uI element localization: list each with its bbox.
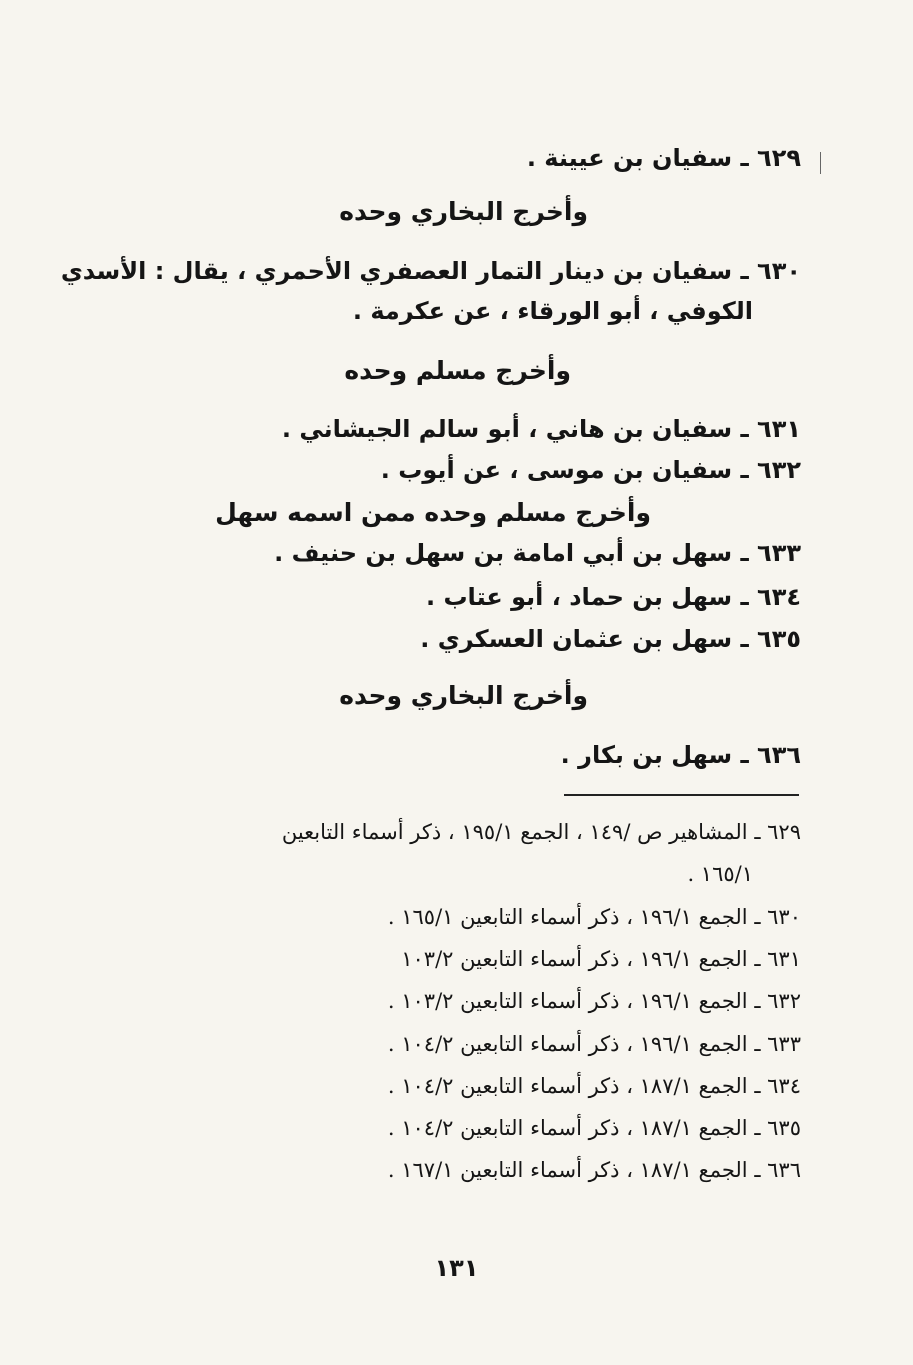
entry-635: ٦٣٥ ـ سهل بن عثمان العسكري . <box>420 625 801 653</box>
footnote-631: ٦٣١ ـ الجمع ١٩٦/١ ، ذكر أسماء التابعين ١٠٣/٢ <box>401 947 801 971</box>
footnote-630: ٦٣٠ ـ الجمع ١٩٦/١ ، ذكر أسماء التابعين ١٦٥/١ . <box>387 905 801 929</box>
footnote-separator <box>564 794 799 796</box>
entry-631: ٦٣١ ـ سفيان بن هاني ، أبو سالم الجيشاني . <box>281 415 801 443</box>
footnote-632: ٦٣٢ ـ الجمع ١٩٦/١ ، ذكر أسماء التابعين ١٠٣/٢ . <box>387 989 801 1013</box>
footnote-629-line1: ٦٢٩ ـ المشاهير ص /١٤٩ ، الجمع ١٩٥/١ ، ذكر أسماء التابعين <box>281 820 801 844</box>
margin-mark <box>820 152 821 174</box>
footnote-634: ٦٣٤ ـ الجمع ١٨٧/١ ، ذكر أسماء التابعين ١٠٤/٢ . <box>387 1074 801 1098</box>
section-heading-bukhari: وأخرج البخاري وحده <box>339 197 588 226</box>
entry-636: ٦٣٦ ـ سهل بن بكار . <box>560 741 801 769</box>
entry-630-line2: الكوفي ، أبو الورقاء ، عن عكرمة . <box>352 297 753 325</box>
section-heading-muslim: وأخرج مسلم وحده <box>344 356 571 385</box>
footnote-636: ٦٣٦ ـ الجمع ١٨٧/١ ، ذكر أسماء التابعين ١٦٧/١ . <box>387 1158 801 1182</box>
entry-630-line1: ٦٣٠ ـ سفيان بن دينار التمار العصفري الأحمري ، يقال : الأسدي <box>60 257 801 285</box>
entry-629: ٦٢٩ ـ سفيان بن عيينة . <box>526 144 801 172</box>
section-heading-muslim-sahl: وأخرج مسلم وحده ممن اسمه سهل <box>215 498 651 527</box>
footnote-635: ٦٣٥ ـ الجمع ١٨٧/١ ، ذكر أسماء التابعين ١٠٤/٢ . <box>387 1116 801 1140</box>
footnote-633: ٦٣٣ ـ الجمع ١٩٦/١ ، ذكر أسماء التابعين ١٠٤/٢ . <box>387 1032 801 1056</box>
entry-634: ٦٣٤ ـ سهل بن حماد ، أبو عتاب . <box>425 583 801 611</box>
section-heading-bukhari-2: وأخرج البخاري وحده <box>339 681 588 710</box>
entry-632: ٦٣٢ ـ سفيان بن موسى ، عن أيوب . <box>380 456 801 484</box>
footnote-629-line2: ١٦٥/١ . <box>687 862 753 886</box>
entry-633: ٦٣٣ ـ سهل بن أبي امامة بن سهل بن حنيف . <box>274 539 801 567</box>
page-number: ١٣١ <box>434 1254 479 1282</box>
